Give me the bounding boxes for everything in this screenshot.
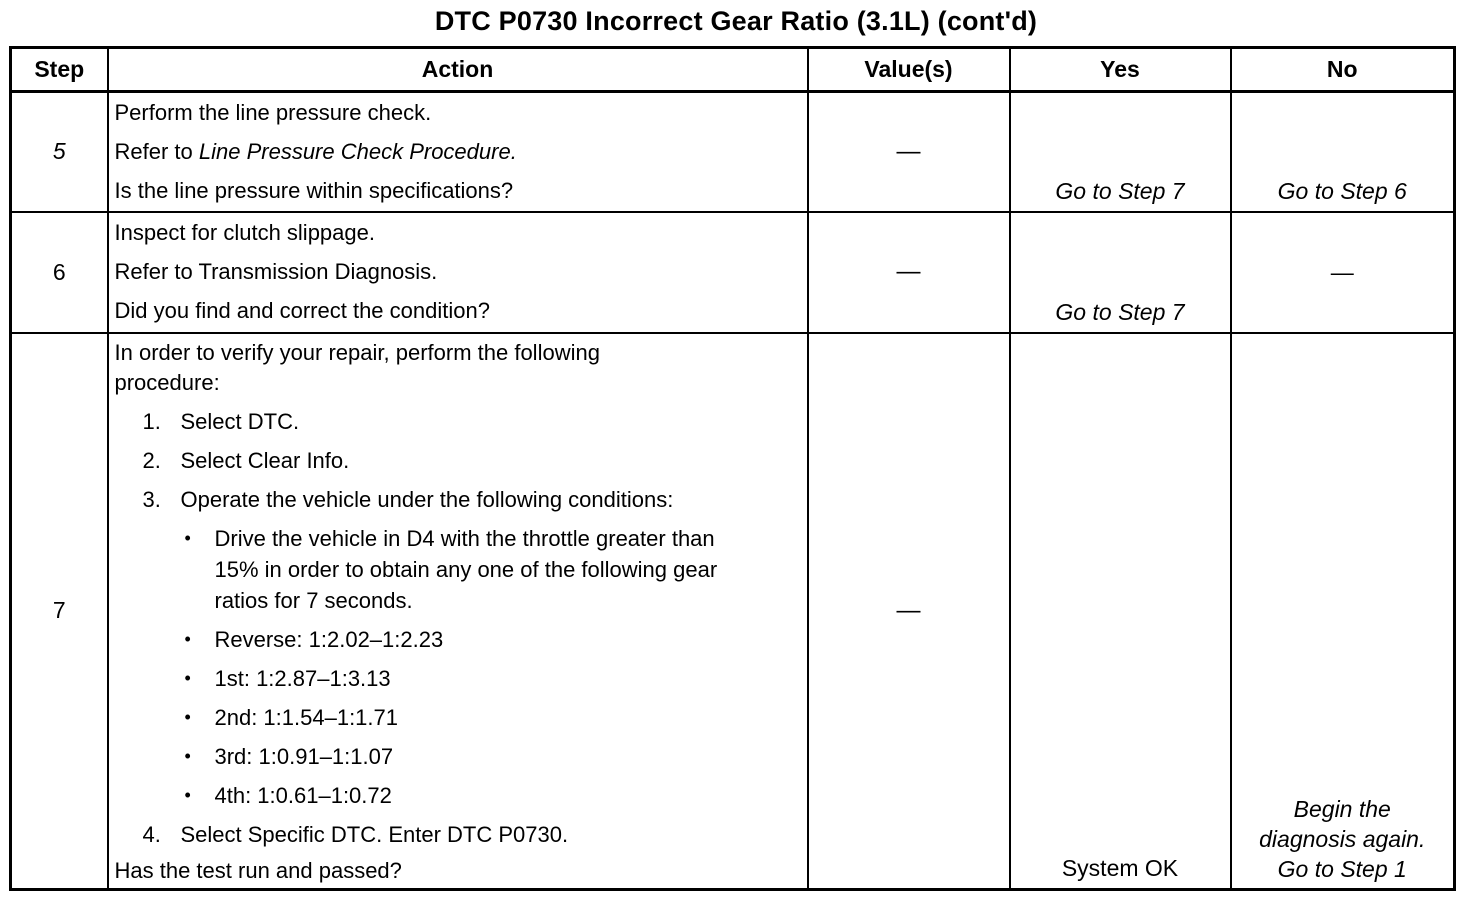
action-question: Is the line pressure within specifications? <box>114 178 514 203</box>
bullet-text: 4th: 1:0.61–1:0.72 <box>214 782 392 808</box>
item-text: Select Clear Info. <box>180 447 350 473</box>
header-action: Action <box>108 48 808 92</box>
bullet-icon: • <box>184 628 191 649</box>
bullet-text: 2nd: 1:1.54–1:1.71 <box>214 704 398 730</box>
action-text: Refer to <box>114 139 199 164</box>
table-row-step-6 <box>11 212 1455 333</box>
bullet-text: 1st: 1:2.87–1:3.13 <box>214 665 391 691</box>
header-row <box>11 48 1455 92</box>
action-intro: In order to verify your repair, perform the following procedure: <box>114 339 600 395</box>
action-question: Did you find and correct the condition? <box>114 297 490 323</box>
bullet-text: Drive the vehicle in D4 with the throttle greater than 15% in order to obtain any one of the following gear ratios for 7 seconds. <box>214 525 718 613</box>
action-line <box>115 132 801 171</box>
table-row-step-5 <box>11 92 1455 212</box>
item-number: 1. <box>142 408 161 434</box>
condition-bullet <box>115 659 801 698</box>
bullet-icon: • <box>184 527 191 548</box>
action-cell <box>108 212 808 333</box>
no-outcome-line: Begin the <box>1293 795 1391 822</box>
bullet-icon: • <box>184 667 191 688</box>
step-number: 6 <box>11 212 108 333</box>
bullet-icon: • <box>184 745 191 766</box>
no-outcome: Go to Step 6 <box>1231 92 1455 212</box>
header-no: No <box>1231 48 1455 92</box>
procedure-reference: Line Pressure Check Procedure. <box>198 139 517 164</box>
item-number: 3. <box>142 486 161 512</box>
bullet-icon: • <box>184 706 191 727</box>
yes-outcome: System OK <box>1010 333 1231 890</box>
procedure-item <box>115 402 801 441</box>
yes-outcome: Go to Step 7 <box>1010 92 1231 212</box>
header-yes: Yes <box>1010 48 1231 92</box>
table-row-step-7 <box>11 333 1455 890</box>
page-title: DTC P0730 Incorrect Gear Ratio (3.1L) (cont'd) <box>434 6 1038 36</box>
action-line: Inspect for clutch slippage. <box>114 219 375 245</box>
action-line: Refer to Transmission Diagnosis. <box>114 258 438 284</box>
no-outcome <box>1231 333 1455 890</box>
no-outcome-line: Go to Step 1 <box>1277 855 1407 882</box>
condition-bullet <box>115 776 801 815</box>
no-outcome-line: diagnosis again. <box>1259 825 1426 852</box>
action-cell <box>108 333 808 890</box>
header-values: Value(s) <box>808 48 1010 92</box>
yes-outcome: Go to Step 7 <box>1010 212 1231 333</box>
item-text: Operate the vehicle under the following conditions: <box>180 486 674 512</box>
header-step: Step <box>11 48 108 92</box>
procedure-item <box>115 815 801 854</box>
value-cell: — <box>808 212 1010 333</box>
condition-bullet <box>115 698 801 737</box>
condition-bullet <box>115 519 801 620</box>
item-number: 4. <box>142 821 161 847</box>
action-line: Perform the line pressure check. <box>114 100 432 125</box>
procedure-item <box>115 480 801 519</box>
procedure-item <box>115 441 801 480</box>
value-cell: — <box>808 333 1010 890</box>
item-number: 2. <box>142 447 161 473</box>
bullet-text: 3rd: 1:0.91–1:1.07 <box>214 743 394 769</box>
step-number: 5 <box>11 92 108 212</box>
no-outcome: — <box>1231 212 1455 333</box>
bullet-text: Reverse: 1:2.02–1:2.23 <box>214 626 444 652</box>
condition-bullet <box>115 620 801 659</box>
action-cell <box>108 92 808 212</box>
step-number: 7 <box>11 333 108 890</box>
value-cell: — <box>808 92 1010 212</box>
condition-bullet <box>115 737 801 776</box>
item-text: Select DTC. <box>180 408 300 434</box>
action-question: Has the test run and passed? <box>114 857 402 883</box>
item-text: Select Specific DTC. Enter DTC P0730. <box>180 821 569 847</box>
diagnostic-table <box>9 46 1456 891</box>
bullet-icon: • <box>184 784 191 805</box>
